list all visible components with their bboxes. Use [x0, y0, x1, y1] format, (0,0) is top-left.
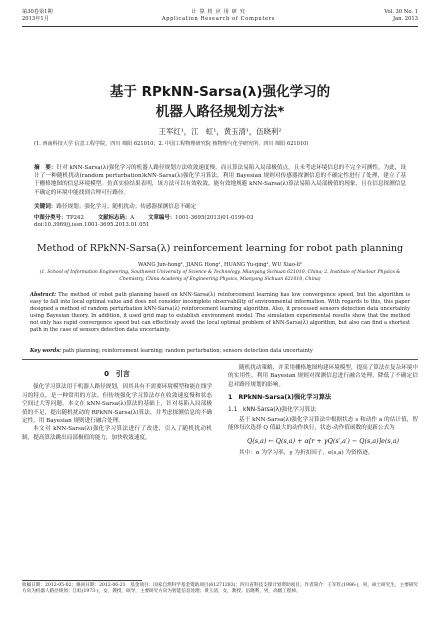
paper-title-cn-line-2: 机器人路径规划方法* [155, 104, 285, 120]
article-number-value: 1001-3695(2013)01-0199-03 [175, 215, 254, 221]
subsection-heading-1-1: 1.1 kNN-Sarsa(λ)强化学习算法 [228, 406, 317, 413]
body-paragraph: 其中：α 为学习率，γ 为折扣因子，e(s,a) 为资格迹。 [239, 450, 374, 457]
header-rule [22, 26, 418, 27]
keywords-en-label: Key words: [30, 348, 62, 354]
body-column-left [22, 364, 212, 442]
authors-cn: 王军红¹，江 虹¹，黄玉清¹，伍晓利² [158, 127, 282, 136]
clc-value: TP242 [66, 215, 84, 221]
classification-line [34, 213, 406, 221]
body-paragraph: 基于 kNN-Sarsa(λ)强化学习算法中根据状态 s 和动作 a 的估计值，智能体每次选择 Q 值最大的动作执行，状态-动作值函数的更新公式为 [228, 417, 418, 432]
footnote-rule [22, 580, 142, 581]
clc-label: 中图分类号： [34, 215, 67, 221]
section-heading-1: 1 RPkNN-Sarsa(λ)强化学习算法 [228, 394, 332, 402]
article-number-label: 文章编号： [148, 215, 176, 221]
document-code-value: A [130, 215, 135, 221]
keywords-cn-text: 路径规划；强化学习；随机扰动；传感器探测信息不确定 [56, 204, 197, 210]
header-volume-en: Vol. 30 No. 1 [384, 9, 418, 15]
header-date-cn: 2013年1月 [22, 16, 49, 22]
paper-title-cn [40, 82, 400, 122]
abstract-en-label: Abstract: [30, 292, 57, 298]
keywords-cn [34, 203, 406, 211]
paper-title-cn-line-1: 基于 RPkNN-Sarsa(λ)强化学习的 [109, 84, 331, 100]
section-heading-intro: 0 引言 [104, 370, 130, 378]
paper-title-en: Method of RPkNN-Sarsa(λ) reinforcement learning for robot path planning [36, 243, 404, 254]
running-header [22, 9, 418, 23]
header-journal-en: Application Research of Computers [161, 16, 276, 22]
doi: doi:10.3969/j.issn.1001-3695.2013.01.051 [34, 222, 150, 228]
abstract-cn [34, 164, 406, 197]
document-code-label: 文献标志码： [97, 215, 131, 221]
body-column-right [228, 364, 418, 458]
abstract-cn-label: 摘 要： [34, 165, 57, 171]
equation: Q(s,a) ← Q(s,a) + α[r + γQ(s′,a′) − Q(s,a)]e(s,a) [246, 436, 400, 445]
abstract-cn-text: 针对 kNN-Sarsa(λ)强化学习的机器人路径规划方法收敛速度慢，而且算法易陷入局部极值点，且未考虑环境信息的不完全可测性。为此，设计了一种随机扰动(random perturbation)kNN-Sarsa(λ)强化学习算法，利用 Bayesian 规则对传感器探测信息的不确定性进行了处理，建立了基于栅格地图的信息环境模型。仿真实验结果表明，该方法可以有效收敛，能有效地规避 kNN-Sarsa(λ)算法易陷入局部极值的现象，且在信息探测信息不确定的环境中能找到合理可行路径。 [34, 165, 406, 196]
header-volume-cn: 第30卷第1期 [22, 9, 53, 15]
authors-en: WANG Jun-hong¹, JIANG Hong¹, HUANG Yu-qing¹, WU Xiao-li² [137, 262, 303, 268]
keywords-en-text: path planning; reinforcement learning; random perturbation; sensors detection data uncertainty [62, 348, 313, 354]
document-code [98, 213, 134, 221]
header-journal-cn: 计 算 机 应 用 研 究 [191, 9, 246, 15]
footnote: 收稿日期：2012-05-02；修回日期：2012-06-21 基金项目：国家自然科学基金资助项目(61271283)；四川省科技支撑计划资助项目。作者简介：王军红(1986-)，男，硕士研究生，主要研究方向为机器人路径规划；江虹(1973-)，女，教授，硕导，主要研究方向为智能信息处理；黄玉清，女，教授；伍晓利，男，高级工程师。 [22, 583, 418, 595]
header-date-en: Jan. 2013 [392, 16, 418, 22]
affiliation-en: (1. School of Information Engineering, Southwest University of Science & Technology, Mianyang Sichuan 621010, China; 2. Institute of Nuclear Physics & Chemistry, China Academy of Engineering Physics, Mianyang Sichuan 621010, China) [39, 270, 401, 282]
clc-number [34, 213, 84, 221]
affiliation-cn: (1. 西南科技大学 信息工程学院，四川 绵阳 621010；2. 中国工程物理研究院 核物理与化学研究所，四川 绵阳 621010) [34, 141, 309, 147]
abstract-en [30, 292, 410, 333]
keywords-en [30, 348, 410, 355]
body-paragraph: 随机扰动策略，并采用栅格地图构建环境模型，提高了算法在复杂环境中的实用性。利用 Bayesian 规则对探测信息进行融合处理，降低了不确定信息对路径规划的影响。 [228, 365, 419, 388]
body-paragraph: 强化学习算法用于机器人路径规划，因其具有不需要环境模型和能在线学习的特点，是一种常用的方法。但传统强化学习算法存在收敛速度慢和状态空间过大等问题。本文在 kNN-Sarsa(λ)算法的基础上，针对易陷入局部极值的不足，提出随机扰动的 RPkNN-Sarsa(λ)算法，并考虑探测信息的不确定性，用 Bayesian 规则进行融合处理。 [22, 384, 213, 425]
body-paragraph: 本文对 kNN-Sarsa(λ)强化学习算法进行了改进，引入了随机扰动机制，提高算法跳出局部极值的能力，加快收敛速度。 [22, 426, 212, 441]
keywords-cn-label: 关键词： [34, 204, 57, 210]
article-number [148, 213, 253, 221]
section-divider [22, 359, 418, 360]
abstract-en-text: The method of robot path planning based on kNN-Sarsa(λ) reinforcement learning has low convergence speed, but the algorithm is easy to fall into local optimal value and does not consider incomplete observability of environmental information. With regards to this, this paper designed a method of random perturbation kNN-Sarsa(λ) reinforcement learning algorithm. Also, it processed sensors detection data uncertainty using Bayesian theory. In addition, it used grid map to establish environment model. The simulation experimental results show that the method not only has rapid convergence speed but can effectively avoid the local optimal problem of kNN-Sarsa(λ) algorithm, but also can find a shortest path in the case of sensors detection data uncertainty. [30, 292, 410, 333]
